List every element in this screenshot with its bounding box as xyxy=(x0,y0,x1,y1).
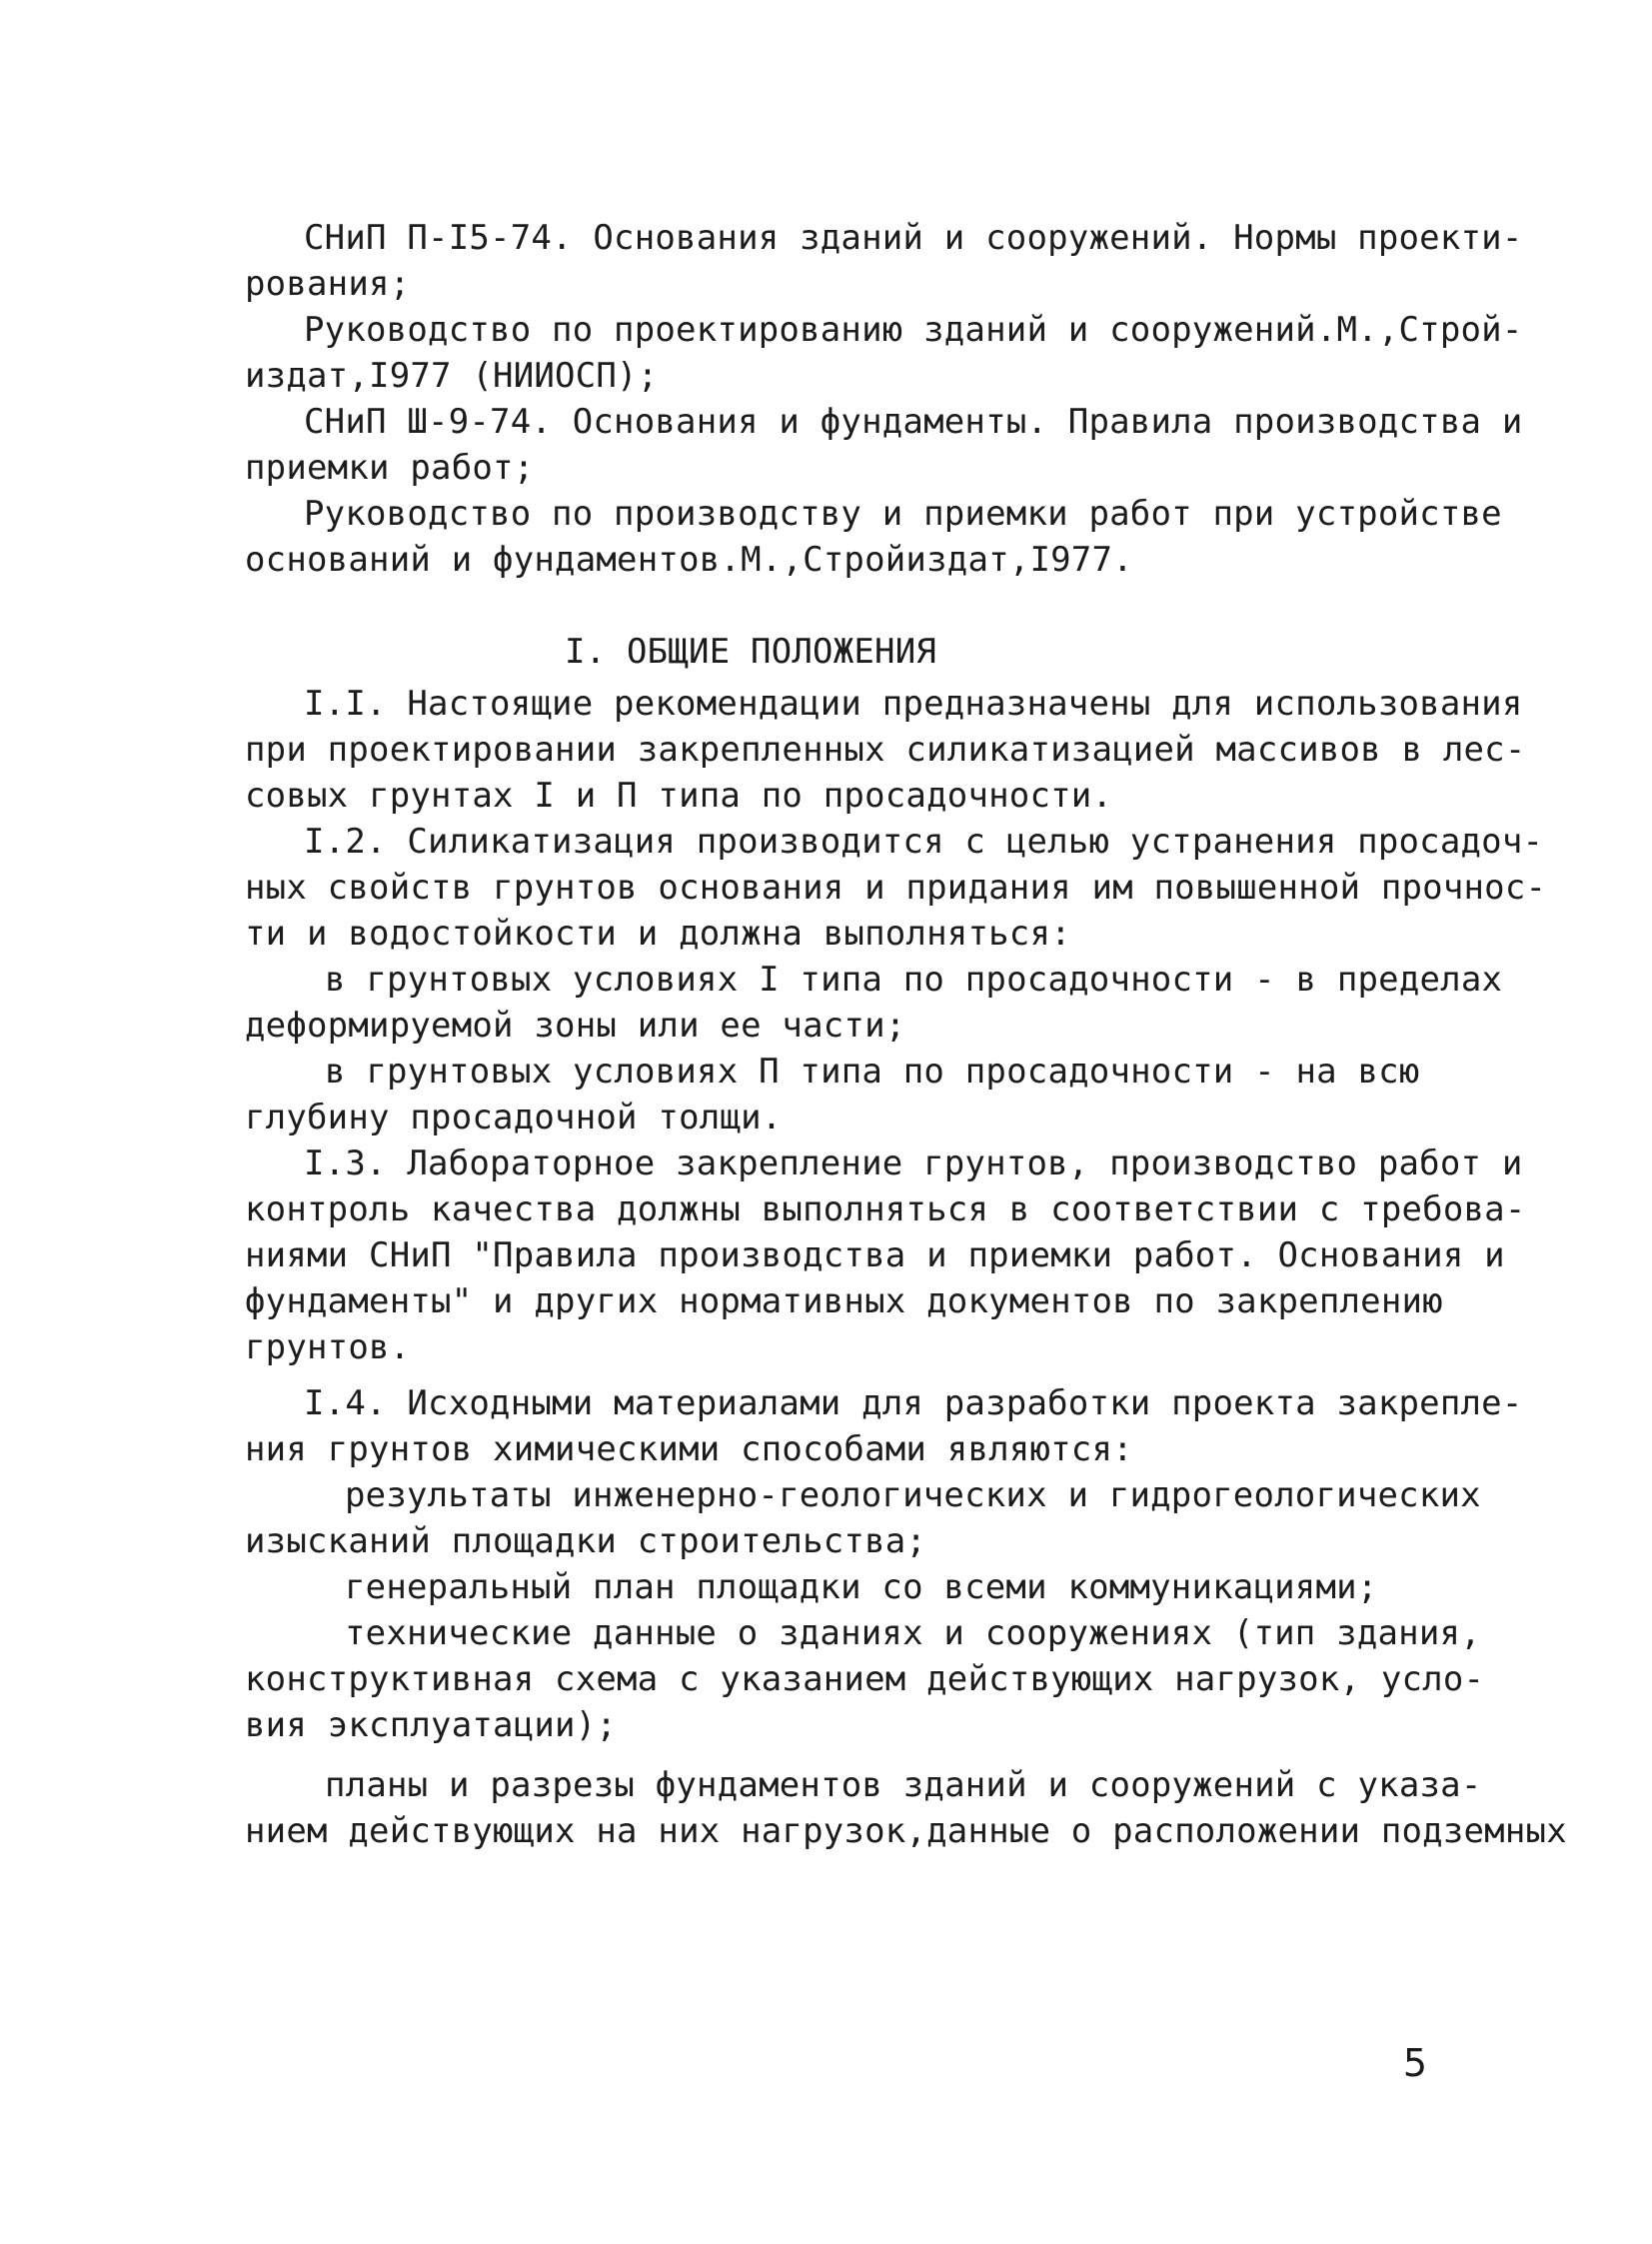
paragraph-1-1-line3: совых грунтах I и П типа по просадочности. xyxy=(245,776,1113,816)
paragraph-1-4-line3: результаты инженерно-геологических и гидрогеологических xyxy=(345,1475,1481,1515)
paragraph-1-4-line9: планы и разрезы фундаментов зданий и сооружений с указа- xyxy=(325,1765,1482,1805)
paragraph-1-4-line4: изысканий площадки строительства; xyxy=(245,1521,927,1561)
reference-guide-production-line2: оснований и фундаментов.М.,Стройиздат,I977. xyxy=(245,540,1133,580)
paragraph-1-1-line2: при проектировании закрепленных силикатизацией массивов в лес- xyxy=(245,730,1526,770)
paragraph-1-2-line7: глубину просадочной толщи. xyxy=(245,1098,783,1137)
section-heading: I. ОБЩИЕ ПОЛОЖЕНИЯ xyxy=(565,632,937,672)
reference-guide-production-line1: Руководство по производству и приемки работ при устройстве xyxy=(304,494,1502,534)
paragraph-1-4-line2: ния грунтов химическими способами являются: xyxy=(245,1429,1133,1469)
page-number: 5 xyxy=(1402,2041,1427,2085)
reference-snip-15-74-line1: СНиП П-I5-74. Основания зданий и сооружений. Нормы проекти- xyxy=(304,218,1523,258)
paragraph-1-3-line4: фундаменты" и других нормативных документов по закреплению xyxy=(245,1281,1443,1321)
paragraph-1-3-line5: грунтов. xyxy=(245,1327,411,1367)
paragraph-1-2-line1: I.2. Силикатизация производится с целью устранения просадоч- xyxy=(304,822,1544,862)
paragraph-1-4-line1: I.4. Исходными материалами для разработки проекта закрепле- xyxy=(304,1383,1523,1423)
reference-guide-design-line2: издат,I977 (НИИОСП); xyxy=(245,356,659,396)
reference-snip-3-9-74-line2: приемки работ; xyxy=(245,448,535,488)
reference-guide-design-line1: Руководство по проектированию зданий и сооружений.М.,Строй- xyxy=(304,310,1523,350)
paragraph-1-4-line8: вия эксплуатации); xyxy=(245,1705,618,1745)
paragraph-1-3-line1: I.3. Лабораторное закрепление грунтов, производство работ и xyxy=(304,1143,1523,1183)
paragraph-1-4-line10: нием действующих на них нагрузок,данные о расположении подземных xyxy=(245,1811,1567,1851)
paragraph-1-2-line3: ти и водостойкости и должна выполняться: xyxy=(245,914,1071,954)
paragraph-1-2-line6: в грунтовых условиях П типа по просадочности - на всю xyxy=(325,1052,1420,1092)
paragraph-1-4-line6: технические данные о зданиях и сооружениях (тип здания, xyxy=(345,1613,1481,1653)
paragraph-1-3-line3: ниями СНиП "Правила производства и приемки работ. Основания и xyxy=(245,1235,1505,1275)
paragraph-1-4-line7: конструктивная схема с указанием действующих нагрузок, усло- xyxy=(245,1659,1485,1699)
paragraph-1-2-line2: ных свойств грунтов основания и придания им повышенной прочнос- xyxy=(245,868,1547,908)
reference-snip-3-9-74-line1: СНиП Ш-9-74. Основания и фундаменты. Правила производства и xyxy=(304,402,1523,442)
reference-snip-15-74-line2: рования; xyxy=(245,264,411,304)
paragraph-1-4-line5: генеральный план площадки со всеми коммуникациями; xyxy=(345,1567,1378,1607)
paragraph-1-1-line1: I.I. Настоящие рекомендации предназначены для использования xyxy=(304,684,1523,724)
paragraph-1-2-line4: в грунтовых условиях I типа по просадочности - в пределах xyxy=(325,960,1503,1000)
paragraph-1-3-line2: контроль качества должны выполняться в соответствии с требова- xyxy=(245,1189,1526,1229)
paragraph-1-2-line5: деформируемой зоны или ее части; xyxy=(245,1006,906,1046)
